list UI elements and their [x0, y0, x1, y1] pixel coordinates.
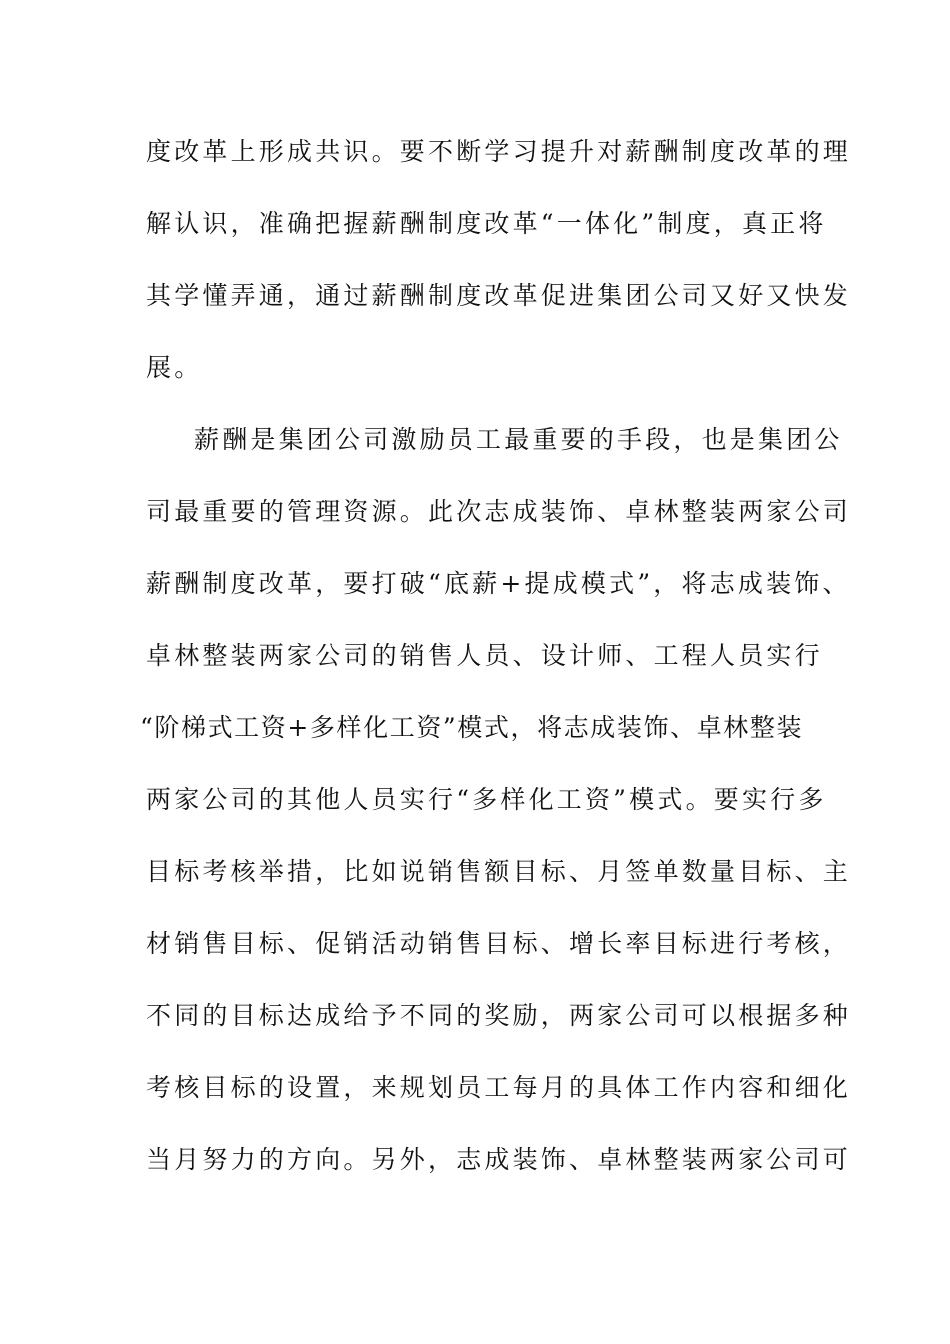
- text-line-13: 不同的目标达成给予不同的奖励，两家公司可以根据多种: [146, 1001, 852, 1030]
- paragraph-start-line: 薪酬是集团公司激励员工最重要的手段，也是集团公: [194, 425, 843, 454]
- text-line-14: 考核目标的设置，来规划员工每月的具体工作内容和细化: [146, 1073, 852, 1102]
- text-line-15: 当月努力的方向。另外，志成装饰、卓林整装两家公司可: [146, 1145, 852, 1174]
- text-line-12: 材销售目标、促销活动销售目标、增长率目标进行考核，: [146, 929, 852, 958]
- text-line-9: “阶梯式工资+多样化工资”模式，将志成装饰、卓林整装: [140, 713, 804, 742]
- text-line-4: 展。: [146, 353, 203, 382]
- text-line-2: 解认识，准确把握薪酬制度改革“一体化”制度，真正将: [146, 209, 827, 238]
- text-line-3: 其学懂弄通，通过薪酬制度改革促进集团公司又好又快发: [146, 281, 852, 310]
- text-line-7: 薪酬制度改革，要打破“底薪+提成模式”，将志成装饰、: [146, 569, 851, 598]
- text-line-11: 目标考核举措，比如说销售额目标、月签单数量目标、主: [146, 857, 852, 886]
- text-line-8: 卓林整装两家公司的销售人员、设计师、工程人员实行: [146, 641, 823, 670]
- text-line-1: 度改革上形成共识。要不断学习提升对薪酬制度改革的理: [146, 137, 852, 166]
- text-line-10: 两家公司的其他人员实行“多样化工资”模式。要实行多: [146, 785, 827, 814]
- text-line-6: 司最重要的管理资源。此次志成装饰、卓林整装两家公司: [146, 497, 852, 526]
